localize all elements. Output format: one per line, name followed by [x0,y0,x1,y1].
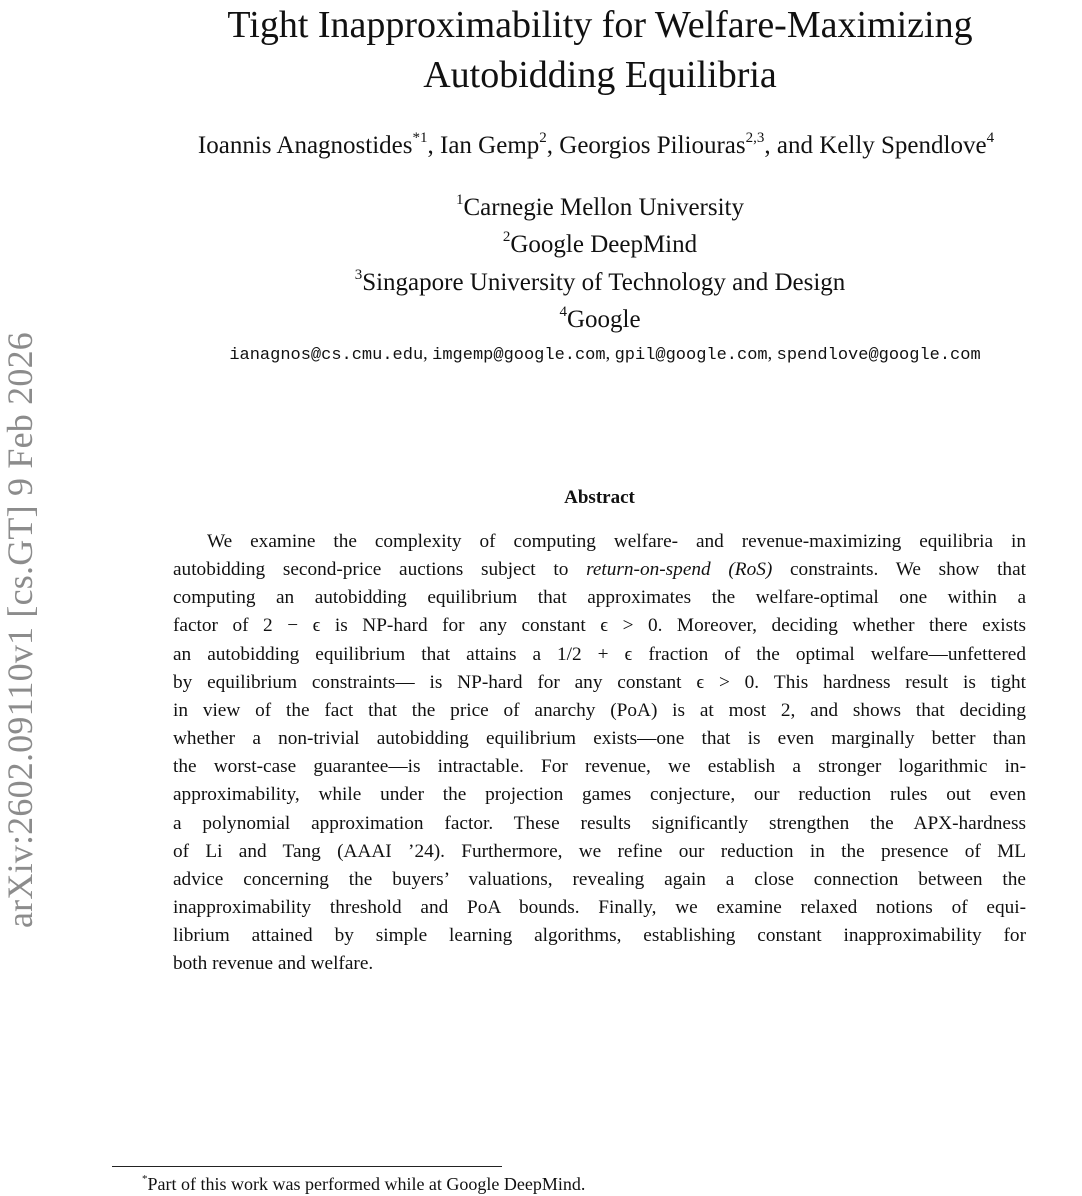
abstract-heading: Abstract [564,487,635,508]
author-affiliation-mark: 4 [986,129,995,146]
abstract-line: approximability, while under the projection games conjecture, our reduction rules out even [173,784,1026,806]
affiliation-name: Google DeepMind [510,231,698,258]
arxiv-identifier-text: arXiv:2602.09110v1 [cs.GT] 9 Feb 2026 [0,332,40,928]
footnote [142,1172,585,1196]
affiliation-mark: 1 [456,191,464,208]
affiliation-name: Singapore University of Technology and Design [362,269,846,296]
abstract-body [173,528,1026,979]
abstract-line: computing an autobidding equilibrium that approximates the welfare-optimal one within a [173,587,1026,609]
abstract-line: a polynomial approximation factor. These results significantly strengthen the APX-hardness [173,812,1026,834]
author-name: Ioannis Anagnostides [197,132,413,159]
affiliation-name: Google [566,306,641,333]
author-separator: , [546,132,560,159]
footnote-text: Part of this work was performed while at Google DeepMind. [147,1174,586,1194]
email-link[interactable]: gpil@google.com [614,346,768,365]
affiliation-2 [120,228,1080,262]
author-separator: , and [764,132,820,159]
abstract-line: the worst-case guarantee—is intractable. For revenue, we establish a stronger logarithmic in- [173,756,1026,778]
author-affiliation-mark: *1 [412,129,428,146]
abstract-line: both revenue and welfare. [173,953,374,975]
abstract-emphasis: return-on-spend (RoS) [586,559,773,581]
abstract-line: inapproximability threshold and PoA bounds. Finally, we examine relaxed notions of equi- [173,897,1026,919]
affiliation-mark: 3 [354,266,363,283]
abstract-line: whether a non-trivial autobidding equilibrium exists—one that is even marginally better than [173,728,1026,750]
author-separator: , [427,132,440,159]
title-line-1: Tight Inapproximability for Welfare-Maximizing [227,4,973,46]
footnote-divider [112,1166,502,1167]
abstract-line: in view of the fact that the price of anarchy (PoA) is at most 2, and shows that deciding [173,699,1026,721]
abstract-line: librium attained by simple learning algorithms, establishing constant inapproximability for [173,925,1026,947]
abstract-line: We examine the complexity of computing welfare- and revenue-maximizing equilibria in [207,531,1026,552]
affiliation-mark: 2 [502,228,511,245]
author-name: Ian Gemp [440,132,540,159]
abstract-line: of Li and Tang (AAAI ’24). Furthermore, we refine our reduction in the presence of ML [173,840,1026,862]
email-list: ianagnos@cs.cmu.edu, imgemp@google.com, gpil@google.com, spendlove@google.com [229,343,981,365]
author-affiliation-mark: 2,3 [745,129,765,146]
author-name: Kelly Spendlove [819,132,987,159]
title-line-2: Autobidding Equilibria [423,54,777,96]
abstract-line: advice concerning the buyers’ valuations, revealing again a close connection between the [173,868,1026,890]
abstract-line: factor of 2 − ϵ is NP-hard for any constant ϵ > 0. Moreover, deciding whether there exists [173,615,1026,637]
abstract-line: an autobidding equilibrium that attains a 1/2 + ϵ fraction of the optimal welfare—unfettered [173,643,1026,665]
affiliation-1 [120,191,1080,225]
email-link[interactable]: spendlove@google.com [776,346,981,365]
author-affiliation-mark: 2 [539,129,547,146]
affiliation-mark: 4 [559,303,567,320]
author-name: Georgios Piliouras [559,132,746,159]
arxiv-identifier-stamp [0,226,40,928]
footnote-mark: * [142,1173,148,1185]
affiliation-4 [120,303,1080,337]
email-link[interactable]: imgemp@google.com [432,346,606,365]
paper-title [120,0,1080,100]
author-list [110,128,1082,164]
abstract-line: by equilibrium constraints— is NP-hard for any constant ϵ > 0. This hardness result is tight [173,671,1026,693]
affiliation-3 [120,266,1080,300]
affiliation-name: Carnegie Mellon University [463,194,744,221]
abstract-line: autobidding second-price auctions subject to return-on-spend (RoS) constraints. We show that [173,559,1026,581]
email-link[interactable]: ianagnos@cs.cmu.edu [229,346,424,365]
